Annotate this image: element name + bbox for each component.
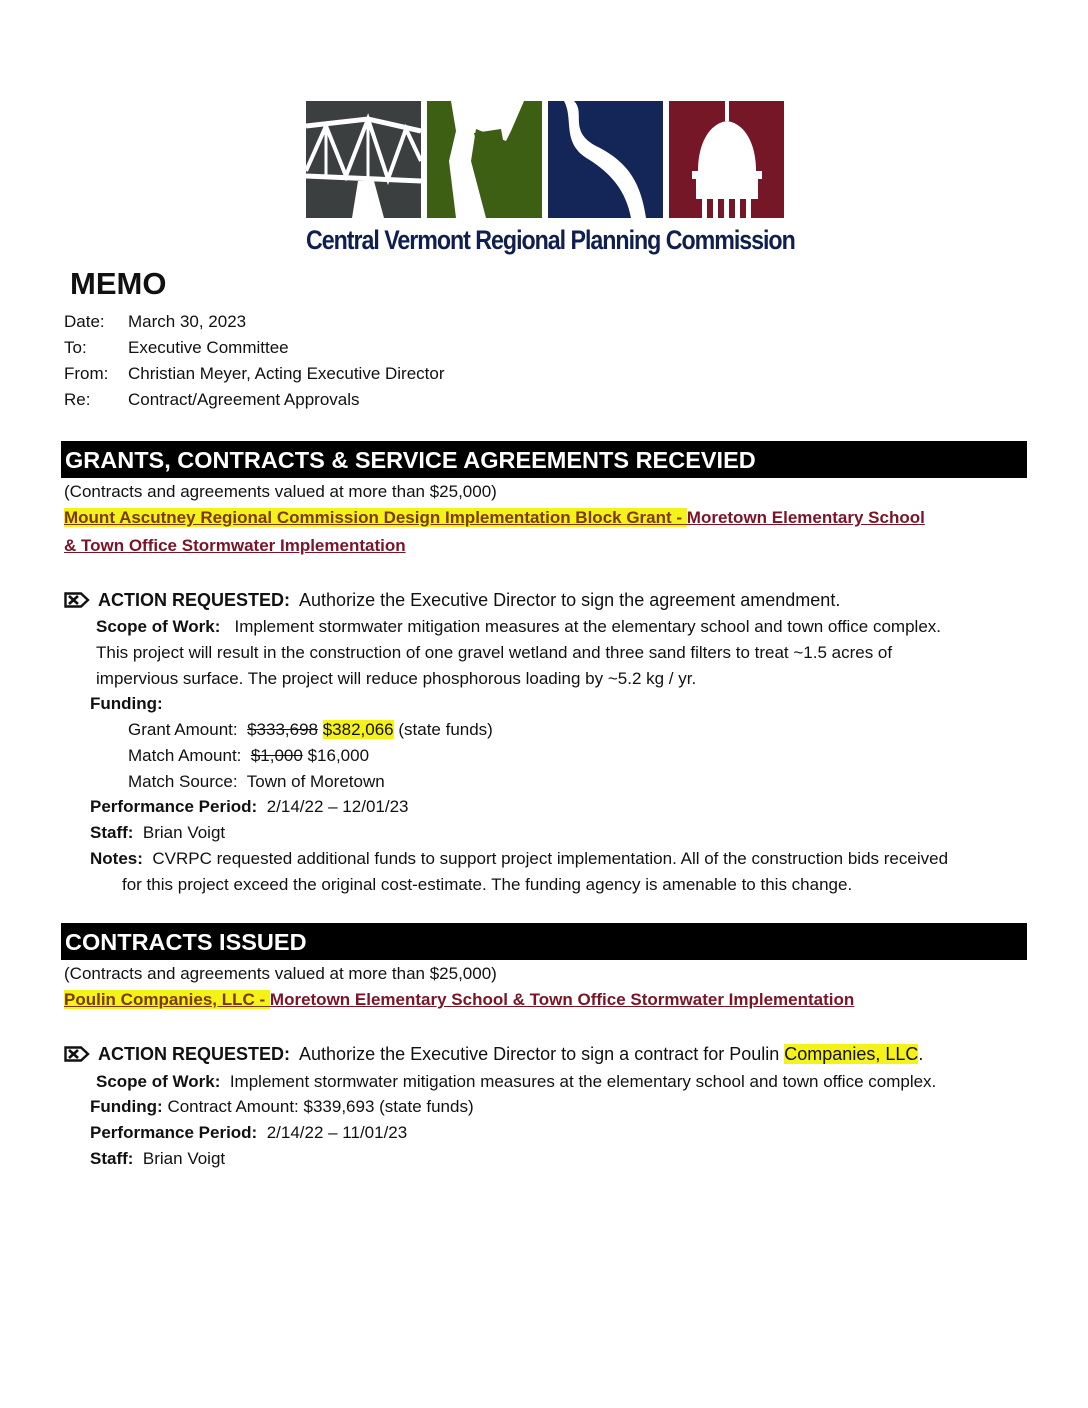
memo-date-value: March 30, 2023 bbox=[128, 312, 247, 331]
threshold-note-2: (Contracts and agreements valued at more than $25,000) bbox=[64, 964, 497, 983]
grant-amount-new: $382,066 bbox=[322, 720, 394, 739]
scope-text-line3: impervious surface. The project will reduce phosphorous loading by ~5.2 kg / yr. bbox=[96, 669, 697, 688]
action-text-2-highlight: Companies, LLC bbox=[784, 1044, 919, 1064]
match-amount-label: Match Amount: bbox=[128, 746, 242, 765]
grant-title-line1[interactable] bbox=[64, 508, 925, 528]
memo-from-row bbox=[64, 364, 445, 384]
section-heading-contracts-issued: CONTRACTS ISSUED bbox=[61, 923, 1027, 960]
funding-label-2: Funding: bbox=[90, 1097, 163, 1116]
funding-text-2: Contract Amount: $339,693 (state funds) bbox=[167, 1097, 474, 1116]
memo-to-value: Executive Committee bbox=[128, 338, 289, 357]
vermont-map-icon bbox=[427, 101, 542, 218]
performance-period-value: 2/14/22 – 12/01/23 bbox=[266, 797, 409, 816]
match-amount-old: $1,000 bbox=[250, 746, 303, 765]
performance-period-row bbox=[90, 797, 408, 817]
performance-period-label-2: Performance Period: bbox=[90, 1123, 258, 1142]
memo-re-label: Re: bbox=[64, 390, 91, 409]
grant-amount-note: (state funds) bbox=[398, 720, 493, 739]
grant-title-link[interactable]: Moretown Elementary School bbox=[686, 508, 925, 527]
memo-to-label: To: bbox=[64, 338, 87, 357]
memo-title: MEMO bbox=[70, 266, 167, 301]
match-source-row bbox=[128, 772, 385, 792]
scope-text: Implement stormwater mitigation measures at the elementary school and town office complex. bbox=[234, 617, 942, 636]
action-text: Authorize the Executive Director to sign the agreement amendment. bbox=[299, 590, 841, 610]
bridge-icon bbox=[306, 101, 421, 218]
scope-text-2: Implement stormwater mitigation measures at the elementary school and town office complex. bbox=[229, 1072, 937, 1091]
action-label-2: ACTION REQUESTED: bbox=[98, 1044, 291, 1064]
memo-date-label: Date: bbox=[64, 312, 105, 331]
memo-to-row bbox=[64, 338, 289, 358]
match-amount-row bbox=[128, 746, 369, 766]
checkbox-x-icon bbox=[64, 1046, 90, 1062]
staff-label: Staff: bbox=[90, 823, 134, 842]
funding-label: Funding: bbox=[90, 694, 163, 713]
section-heading-grants-received: GRANTS, CONTRACTS & SERVICE AGREEMENTS RECEVIED bbox=[61, 441, 1027, 478]
performance-period-value-2: 2/14/22 – 11/01/23 bbox=[266, 1123, 408, 1142]
staff-row-2 bbox=[90, 1149, 225, 1169]
river-icon bbox=[548, 101, 663, 218]
threshold-note: (Contracts and agreements valued at more than $25,000) bbox=[64, 482, 497, 501]
notes-label: Notes: bbox=[90, 849, 143, 868]
action-requested-row-2 bbox=[64, 1044, 923, 1064]
contract-title-link[interactable]: Moretown Elementary School & Town Office Stormwater Implementation bbox=[269, 990, 855, 1009]
staff-row bbox=[90, 823, 225, 843]
match-source-value: Town of Moretown bbox=[246, 772, 385, 791]
grant-title-line2[interactable] bbox=[64, 536, 406, 556]
staff-label-2: Staff: bbox=[90, 1149, 134, 1168]
memo-from-label: From: bbox=[64, 364, 109, 383]
memo-re-row bbox=[64, 390, 360, 410]
memo-from-value: Christian Meyer, Acting Executive Director bbox=[128, 364, 445, 383]
grant-amount-row bbox=[128, 720, 493, 740]
match-source-label: Match Source: bbox=[128, 772, 238, 791]
checkbox-x-icon bbox=[64, 592, 90, 608]
memo-date-row bbox=[64, 312, 246, 332]
scope-label: Scope of Work: bbox=[96, 617, 221, 636]
logo-tiles bbox=[306, 101, 784, 218]
contract-title-link-highlighted[interactable]: Poulin Companies, LLC - bbox=[64, 990, 270, 1009]
action-text-2: Authorize the Executive Director to sign a contract for Poulin bbox=[299, 1044, 785, 1064]
staff-value: Brian Voigt bbox=[142, 823, 226, 842]
match-amount-new: $16,000 bbox=[307, 746, 370, 765]
scope-row bbox=[96, 617, 941, 637]
action-text-2-end: . bbox=[918, 1044, 924, 1064]
capitol-dome-icon bbox=[669, 101, 784, 218]
grant-amount-label: Grant Amount: bbox=[128, 720, 238, 739]
scope-text-line2: This project will result in the construction of one gravel wetland and three sand filters to treat ~1.5 acres of bbox=[96, 643, 893, 662]
cvrpc-logo bbox=[306, 101, 795, 263]
logo-org-name: Central Vermont Regional Planning Commission bbox=[306, 225, 795, 255]
memo-re-value: Contract/Agreement Approvals bbox=[128, 390, 360, 409]
grant-title-link-highlighted[interactable]: Mount Ascutney Regional Commission Design Implementation Block Grant - bbox=[64, 508, 687, 527]
scope-row-2 bbox=[96, 1072, 936, 1092]
funding-row-2 bbox=[90, 1097, 474, 1117]
notes-text: CVRPC requested additional funds to support project implementation. All of the construction bids received bbox=[152, 849, 949, 868]
scope-label-2: Scope of Work: bbox=[96, 1072, 221, 1091]
contract-title-line[interactable] bbox=[64, 990, 854, 1010]
action-label: ACTION REQUESTED: bbox=[98, 590, 291, 610]
performance-period-label: Performance Period: bbox=[90, 797, 258, 816]
performance-period-row-2 bbox=[90, 1123, 407, 1143]
notes-text-line2: for this project exceed the original cost-estimate. The funding agency is amenable to this change. bbox=[122, 875, 853, 894]
grant-title-link-cont[interactable]: & Town Office Stormwater Implementation bbox=[64, 536, 406, 555]
grant-amount-old: $333,698 bbox=[247, 720, 318, 739]
staff-value-2: Brian Voigt bbox=[142, 1149, 226, 1168]
action-requested-row bbox=[64, 590, 840, 610]
notes-row bbox=[90, 849, 948, 869]
